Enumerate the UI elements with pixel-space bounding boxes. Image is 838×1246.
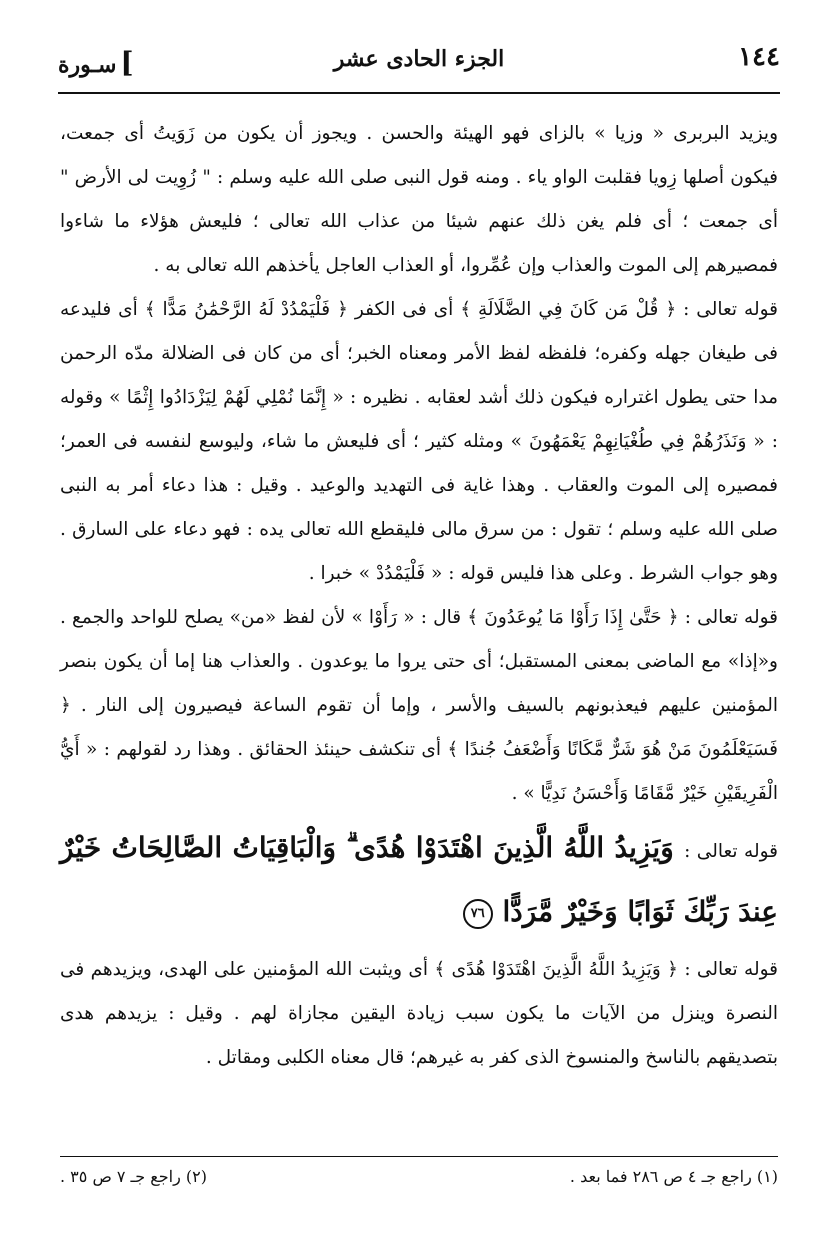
paragraph-1: ويزيد البربرى « وزيا » بالزاى فهو الهيئة والحسن . ويجوز أن يكون من زَوَيتُ أى جمعت، فيكون أصلها زِويا فقلبت الواو ياء . ومنه قول النبى صلى الله عليه وسلم : " زُوِيت لى الأرض " أى جمعت ؛ أى فلم يغن ذلك عنهم شيئا من عذاب الله تعالى ؛ فليعش هؤلاء ما شاءوا فمصيرهم إلى الموت والعذاب وإن عُمِّروا، أو العذاب العاجل يأخذهم الله تعالى به .	[60, 123, 778, 276]
footnotes	[60, 1156, 778, 1186]
ayah-number-mark: ٧٦	[463, 899, 493, 929]
paragraph-2: قوله تعالى : ﴿ قُلْ مَن كَانَ فِي الضَّلَالَةِ ﴾ أى فى الكفر ﴿ فَلْيَمْدُدْ لَهُ الرَّحْمَٰنُ مَدًّا ﴾ أى فليدعه فى طيغان جهله وكفره؛ فلفظه لفظ الأمر ومعناه الخبر؛ أى من كان فى الضلالة مدّه الرحمن مدا حتى يطول اغتراره فيكون ذلك أشد لعقابه . نظيره : « إِنَّمَا نُمْلِي لَهُمْ لِيَزْدَادُوا إِثْمًا » وقوله : « وَنَذَرُهُمْ فِي طُغْيَانِهِمْ يَعْمَهُونَ » ومثله كثير ؛ أى فليعش ما شاء، وليوسع لنفسه فى العمر؛ فمصيره إلى الموت والعقاب . وهذا غاية فى التهديد والوعيد . وقيل : هذا دعاء أمر به النبى صلى الله عليه وسلم ؛ تقول : من سرق مالى فليقطع الله تعالى يده : فهو دعاء على السارق . وهو جواب الشرط . وعلى هذا فليس قوله : « فَلْيَمْدُدْ » خبرا .	[60, 299, 778, 584]
header-bracket: [	[120, 46, 134, 79]
page-number: ١٤٤	[738, 42, 780, 72]
paragraph-3: قوله تعالى : ﴿ حَتَّىٰ إِذَا رَأَوْا مَا يُوعَدُونَ ﴾ قال : « رَأَوْا » لأن لفظ «من» يصلح للواحد والجمع . و«إذا» مع الماضى بمعنى المستقبل؛ أى حتى يروا ما يوعدون . والعذاب هنا إما أن يكون بنصر المؤمنين عليهم فيعذبونهم بالسيف والأسر ، وإما أن تقوم الساعة فيصيرون إلى النار . ﴿ فَسَيَعْلَمُونَ مَنْ هُوَ شَرٌّ مَّكَانًا وَأَضْعَفُ جُندًا ﴾ أى تنكشف حينئذ الحقائق . وهذا رد لقولهم : « أَيُّ الْفَرِيقَيْنِ خَيْرٌ مَّقَامًا وَأَحْسَنُ نَدِيًّا » .	[60, 607, 778, 804]
page-header	[58, 40, 780, 94]
surah-name: سـورة	[58, 52, 117, 78]
footnote-1: (١) راجع جـ ٤ ص ٢٨٦ فما بعد .	[569, 1167, 778, 1186]
closing-paragraph: قوله تعالى : ﴿ وَيَزِيدُ اللَّهُ الَّذِينَ اهْتَدَوْا هُدًى ﴾ أى ويثبت الله المؤمنين على الهدى، ويزيدهم فى النصرة وينزل من الآيات ما يكون سبب زيادة اليقين مجازاة لهم . وقيل : يزيدهم هدى بتصديقهم بالناسخ والمنسوخ الذى كفر به غيرهم؛ قال معناه الكلبى ومقاتل .	[60, 959, 778, 1068]
part-title: الجزء الحادى عشر	[333, 46, 505, 72]
verse-text: وَيَزِيدُ اللَّهُ الَّذِينَ اهْتَدَوْا هُدًى ۗ وَالْبَاقِيَاتُ الصَّالِحَاتُ خَيْرٌ عِندَ رَبِّكَ ثَوَابًا وَخَيْرٌ مَّرَدًّا	[60, 831, 778, 928]
quran-verse-block	[60, 818, 778, 942]
surah-label	[58, 46, 134, 79]
page-body	[60, 112, 778, 1080]
footnote-2: (٢) راجع جـ ٧ ص ٣٥ .	[60, 1167, 207, 1186]
verse-intro: قوله تعالى :	[684, 841, 779, 862]
